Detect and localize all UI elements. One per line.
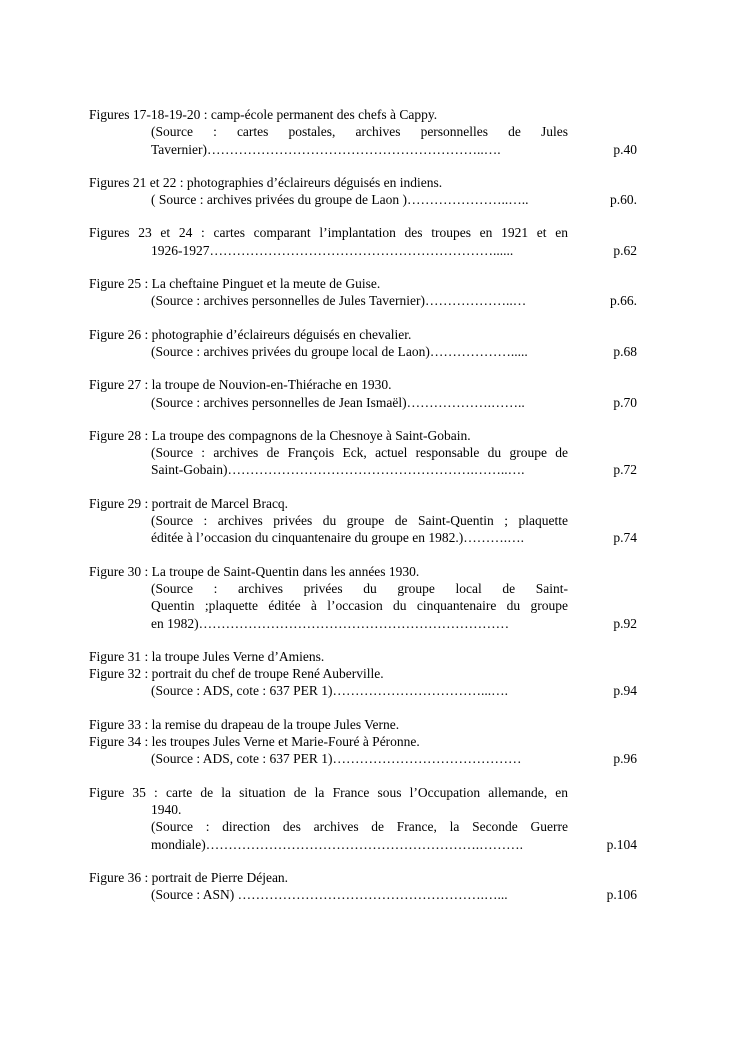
page-number: p.62	[613, 242, 637, 258]
list-item	[89, 326, 649, 361]
entry-last-line	[89, 343, 637, 360]
list-item	[89, 869, 649, 904]
list-item	[89, 784, 649, 853]
page-number: p.68	[613, 343, 637, 359]
page-number: p.60.	[610, 192, 637, 208]
page-number: p.106	[606, 887, 637, 903]
entry-source-end: (Source : ASN) ……………………………………………….…...	[151, 887, 508, 903]
entry-source: (Source : archives de François Eck, actuel responsable du groupe de	[151, 445, 568, 461]
entry-last-line	[89, 394, 637, 411]
entry-title: Figures 23 et 24 : cartes comparant l’implantation des troupes en 1921 et en	[89, 225, 568, 241]
entry-title: Figures 17-18-19-20 : camp-école permanent des chefs à Cappy.	[89, 107, 438, 122]
page-number: p.70	[613, 394, 637, 410]
entry-source-end: (Source : ADS, cote : 637 PER 1)……………………………………	[151, 751, 522, 767]
entry-last-line	[89, 886, 637, 903]
entry-source-end: en 1982)……………………………………………………………	[151, 615, 510, 631]
entry-source-end: (Source : archives privées du groupe local de Laon)……………….....	[151, 343, 528, 359]
entry-last-line	[89, 682, 637, 699]
entry-last-line	[89, 191, 637, 208]
page-number: p.96	[613, 751, 637, 767]
figure-list	[89, 106, 649, 919]
entry-source: (Source : archives privées du groupe de Saint-Quentin ; plaquette	[151, 513, 568, 529]
list-item	[89, 106, 649, 158]
entry-source-end: (Source : archives personnelles de Jean Ismaël)……………….……..	[151, 394, 525, 410]
entry-title: Figure 27 : la troupe de Nouvion-en-Thiérache en 1930.	[89, 377, 392, 393]
page-number: p.72	[613, 462, 637, 478]
entry-source-end: Tavernier)……………………………………………………..….	[151, 141, 501, 157]
page-number: p.74	[613, 530, 637, 546]
page-number: p.92	[613, 615, 637, 631]
entry-title-end: 1926-1927………………………………………………………......	[151, 242, 514, 258]
entry-title-2: Figure 32 : portrait du chef de troupe René Auberville.	[89, 666, 384, 682]
entry-title: Figure 33 : la remise du drapeau de la troupe Jules Verne.	[89, 716, 400, 732]
entry-title: Figures 21 et 22 : photographies d’éclaireurs déguisés en indiens.	[89, 174, 443, 190]
entry-title: Figure 35 : carte de la situation de la France sous l’Occupation allemande, en	[89, 784, 568, 800]
entry-title: Figure 31 : la troupe Jules Verne d’Amiens.	[89, 648, 325, 664]
entry-last-line	[89, 750, 637, 767]
list-item	[89, 648, 649, 700]
entry-source-end: (Source : archives personnelles de Jules Tavernier)………………..…	[151, 293, 527, 309]
page-number: p.94	[613, 683, 637, 699]
entry-title-2: Figure 34 : les troupes Jules Verne et Marie-Fouré à Péronne.	[89, 734, 420, 750]
entry-last-line	[89, 615, 637, 632]
entry-source-end: éditée à l’occasion du cinquantenaire du groupe en 1982.)……….….	[151, 530, 525, 546]
entry-source-end: mondiale)…………………………………………………….……….	[151, 836, 523, 852]
list-item	[89, 224, 649, 259]
list-item	[89, 716, 649, 768]
entry-title-cont: 1940.	[151, 801, 182, 817]
entry-source-cont: Quentin ;plaquette éditée à l’occasion du cinquantenaire du groupe	[151, 598, 568, 614]
entry-source: (Source : direction des archives de France, la Seconde Guerre	[151, 819, 568, 835]
entry-last-line	[89, 292, 637, 309]
entry-title: Figure 25 : La cheftaine Pinguet et la meute de Guise.	[89, 276, 381, 292]
list-item	[89, 495, 649, 547]
entry-last-line	[89, 836, 637, 853]
entry-title: Figure 29 : portrait de Marcel Bracq.	[89, 495, 289, 511]
entry-source-end: (Source : ADS, cote : 637 PER 1)……………………………...….	[151, 683, 508, 699]
entry-title: Figure 28 : La troupe des compagnons de la Chesnoye à Saint-Gobain.	[89, 427, 471, 443]
list-item	[89, 275, 649, 310]
entry-source: (Source : archives privées du groupe local de Saint-	[151, 580, 568, 596]
list-item	[89, 174, 649, 209]
entry-title: Figure 26 : photographie d’éclaireurs déguisés en chevalier.	[89, 326, 412, 342]
entry-title: Figure 36 : portrait de Pierre Déjean.	[89, 869, 289, 885]
page-number: p.40	[613, 141, 637, 157]
list-item	[89, 563, 649, 632]
entry-title: Figure 30 : La troupe de Saint-Quentin dans les années 1930.	[89, 563, 420, 579]
entry-source-end: ( Source : archives privées du groupe de Laon )…………………..…..	[151, 192, 529, 208]
page-number: p.66.	[610, 293, 637, 309]
entry-last-line	[89, 529, 637, 546]
list-item	[89, 427, 649, 479]
entry-last-line	[89, 242, 637, 259]
entry-last-line	[89, 141, 637, 158]
entry-last-line	[89, 461, 637, 478]
list-item	[89, 376, 649, 411]
page-number: p.104	[606, 836, 637, 852]
entry-source: (Source : cartes postales, archives personnelles de Jules	[151, 124, 568, 140]
entry-source-end: Saint-Gobain)……………………………………………….……..….	[151, 462, 525, 478]
